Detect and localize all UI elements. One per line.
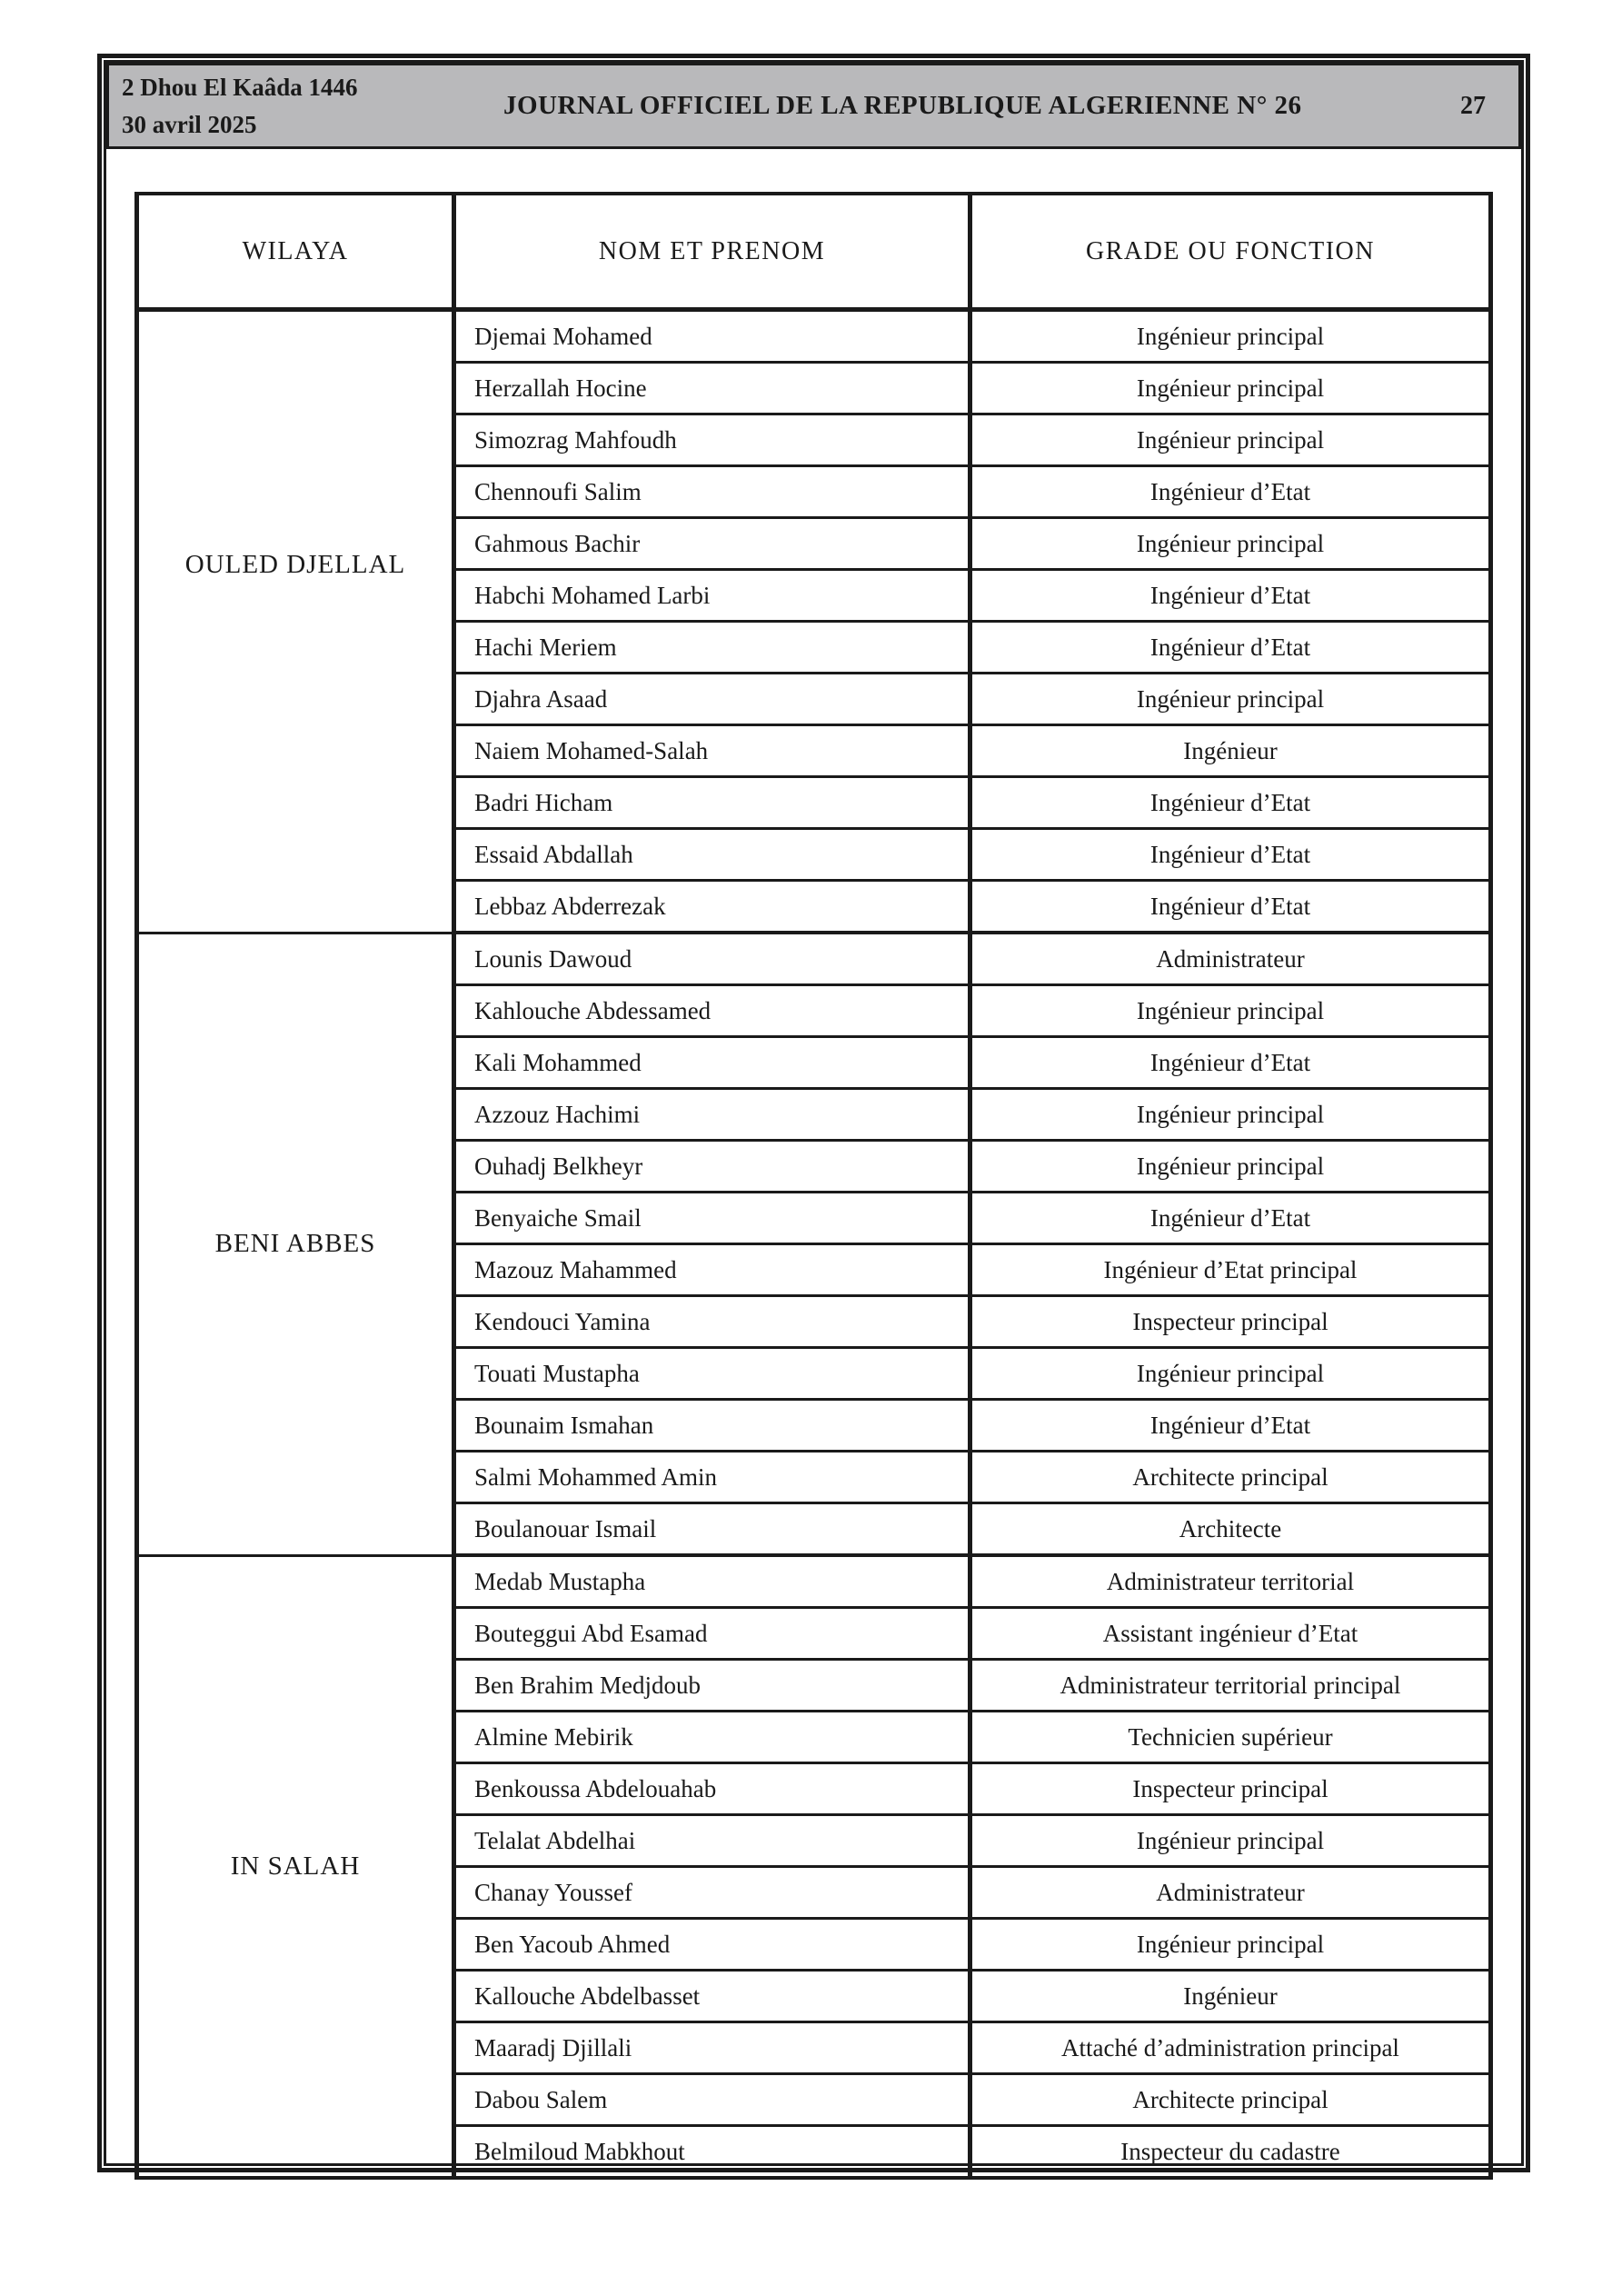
wilaya-label: IN SALAH <box>230 1851 361 1881</box>
grade-cell: Administrateur <box>970 933 1491 985</box>
name-cell: Benyaiche Smail <box>454 1193 970 1244</box>
name-cell: Medab Mustapha <box>454 1555 970 1608</box>
wilaya-label: BENI ABBES <box>214 1229 376 1258</box>
grade-cell: Architecte principal <box>970 1452 1491 1503</box>
column-header-wilaya: WILAYA <box>137 194 454 310</box>
name-cell: Benkoussa Abdelouahab <box>454 1763 970 1815</box>
name-cell: Bouteggui Abd Esamad <box>454 1608 970 1660</box>
name-cell: Ben Yacoub Ahmed <box>454 1919 970 1971</box>
grade-cell: Architecte <box>970 1503 1491 1556</box>
name-cell: Djahra Asaad <box>454 674 970 725</box>
column-header-nom-et-prenom: NOM ET PRENOM <box>454 194 970 310</box>
grade-cell: Ingénieur d’Etat <box>970 570 1491 622</box>
header-dates <box>122 69 358 143</box>
grade-cell: Ingénieur d’Etat <box>970 622 1491 674</box>
name-cell: Badri Hicham <box>454 777 970 829</box>
name-cell: Ben Brahim Medjdoub <box>454 1660 970 1712</box>
journal-title: JOURNAL OFFICIEL DE LA REPUBLIQUE ALGERIENNE N° 26 <box>503 91 1302 120</box>
grade-cell: Ingénieur d’Etat <box>970 466 1491 518</box>
table-row <box>137 933 1491 985</box>
name-cell: Telalat Abdelhai <box>454 1815 970 1867</box>
grade-cell: Ingénieur d’Etat <box>970 777 1491 829</box>
table-header <box>137 194 1491 310</box>
grade-cell: Ingénieur d’Etat <box>970 1400 1491 1452</box>
name-cell: Mazouz Mahammed <box>454 1244 970 1296</box>
grade-cell: Administrateur <box>970 1867 1491 1919</box>
grade-cell: Inspecteur principal <box>970 1296 1491 1348</box>
page-frame <box>97 54 1530 2172</box>
name-cell: Lebbaz Abderrezak <box>454 881 970 933</box>
grade-cell: Ingénieur d’Etat <box>970 829 1491 881</box>
gregorian-date: 30 avril 2025 <box>122 110 257 138</box>
grade-cell: Ingénieur d’Etat <box>970 881 1491 933</box>
grade-cell: Ingénieur principal <box>970 518 1491 570</box>
grade-cell: Ingénieur principal <box>970 1348 1491 1400</box>
name-cell: Boulanouar Ismail <box>454 1503 970 1556</box>
grade-cell: Ingénieur principal <box>970 1141 1491 1193</box>
table-row <box>137 310 1491 363</box>
name-cell: Simozrag Mahfoudh <box>454 414 970 466</box>
grade-cell: Ingénieur d’Etat <box>970 1193 1491 1244</box>
grade-cell: Attaché d’administration principal <box>970 2022 1491 2074</box>
wilaya-label: OULED DJELLAL <box>184 550 406 580</box>
table-body <box>137 310 1491 2179</box>
grade-cell: Ingénieur d’Etat principal <box>970 1244 1491 1296</box>
name-cell: Chanay Youssef <box>454 1867 970 1919</box>
grade-cell: Inspecteur du cadastre <box>970 2126 1491 2179</box>
page-number: 27 <box>1460 91 1486 120</box>
name-cell: Kali Mohammed <box>454 1037 970 1089</box>
name-cell: Hachi Meriem <box>454 622 970 674</box>
name-cell: Essaid Abdallah <box>454 829 970 881</box>
name-cell: Lounis Dawoud <box>454 933 970 985</box>
wilaya-cell <box>137 1555 454 2178</box>
name-cell: Naiem Mohamed-Salah <box>454 725 970 777</box>
wilaya-cell <box>137 310 454 933</box>
page-frame-inner <box>104 60 1524 2166</box>
grade-cell: Ingénieur <box>970 725 1491 777</box>
name-cell: Ouhadj Belkheyr <box>454 1141 970 1193</box>
grade-cell: Ingénieur principal <box>970 985 1491 1037</box>
grade-cell: Administrateur territorial <box>970 1555 1491 1608</box>
table-row <box>137 1555 1491 1608</box>
name-cell: Kallouche Abdelbasset <box>454 1971 970 2022</box>
grade-cell: Ingénieur <box>970 1971 1491 2022</box>
name-cell: Habchi Mohamed Larbi <box>454 570 970 622</box>
name-cell: Djemai Mohamed <box>454 310 970 363</box>
name-cell: Almine Mebirik <box>454 1712 970 1763</box>
grade-cell: Ingénieur principal <box>970 363 1491 414</box>
grade-cell: Ingénieur principal <box>970 1089 1491 1141</box>
column-header-grade-ou-fonction: GRADE OU FONCTION <box>970 194 1491 310</box>
grade-cell: Ingénieur principal <box>970 674 1491 725</box>
officials-table <box>134 192 1493 2180</box>
name-cell: Kahlouche Abdessamed <box>454 985 970 1037</box>
grade-cell: Assistant ingénieur d’Etat <box>970 1608 1491 1660</box>
header-band <box>106 63 1521 149</box>
grade-cell: Technicien supérieur <box>970 1712 1491 1763</box>
grade-cell: Administrateur territorial principal <box>970 1660 1491 1712</box>
name-cell: Kendouci Yamina <box>454 1296 970 1348</box>
name-cell: Touati Mustapha <box>454 1348 970 1400</box>
name-cell: Herzallah Hocine <box>454 363 970 414</box>
name-cell: Gahmous Bachir <box>454 518 970 570</box>
grade-cell: Ingénieur principal <box>970 414 1491 466</box>
grade-cell: Ingénieur principal <box>970 310 1491 363</box>
name-cell: Dabou Salem <box>454 2074 970 2126</box>
header-row <box>137 194 1491 310</box>
grade-cell: Inspecteur principal <box>970 1763 1491 1815</box>
name-cell: Belmiloud Mabkhout <box>454 2126 970 2179</box>
grade-cell: Ingénieur principal <box>970 1919 1491 1971</box>
name-cell: Bounaim Ismahan <box>454 1400 970 1452</box>
grade-cell: Architecte principal <box>970 2074 1491 2126</box>
name-cell: Azzouz Hachimi <box>454 1089 970 1141</box>
name-cell: Chennoufi Salim <box>454 466 970 518</box>
grade-cell: Ingénieur d’Etat <box>970 1037 1491 1089</box>
hijri-date: 2 Dhou El Kaâda 1446 <box>122 74 358 101</box>
wilaya-cell <box>137 933 454 1555</box>
name-cell: Maaradj Djillali <box>454 2022 970 2074</box>
name-cell: Salmi Mohammed Amin <box>454 1452 970 1503</box>
grade-cell: Ingénieur principal <box>970 1815 1491 1867</box>
